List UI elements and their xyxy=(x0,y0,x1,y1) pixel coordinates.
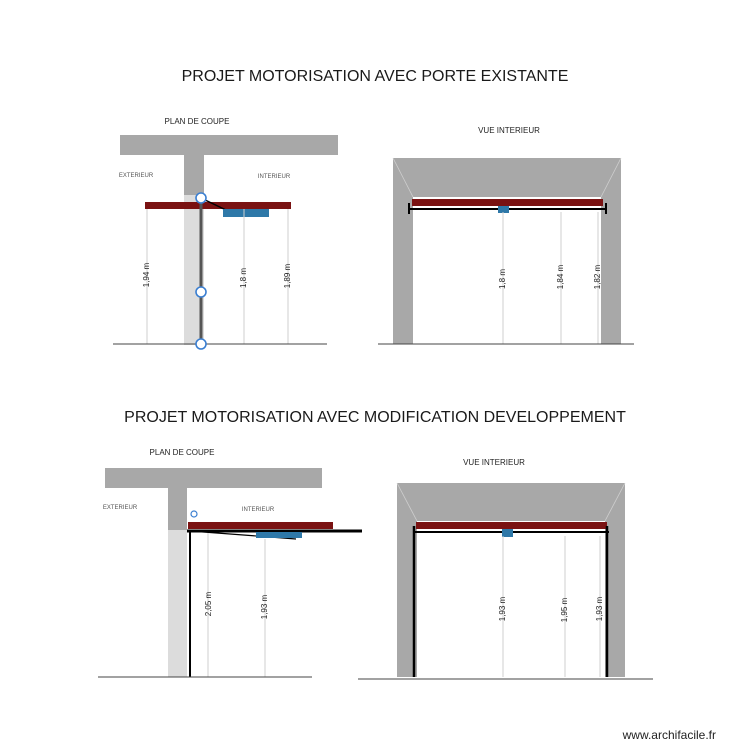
dimension-label: 1,8 m xyxy=(239,267,248,289)
motor-block xyxy=(223,209,269,217)
section-1-title: PROJET MOTORISATION AVEC PORTE EXISTANTE xyxy=(181,68,569,85)
opening-frame xyxy=(393,158,621,344)
section-1-vue xyxy=(378,126,634,344)
rail xyxy=(188,522,333,529)
coupe-label: PLAN DE COUPE xyxy=(149,448,215,457)
dimension-label: 1,82 m xyxy=(593,264,602,290)
rail xyxy=(416,522,607,529)
interieur-label: INTERIEUR xyxy=(241,507,275,513)
lintel-wall xyxy=(168,488,187,530)
dimension-label: 1,93 m xyxy=(595,596,604,622)
vue-label: VUE INTERIEUR xyxy=(463,458,525,467)
handle-ring[interactable] xyxy=(191,511,197,517)
interieur-label: INTERIEUR xyxy=(257,174,291,180)
watermark: www.archifacile.fr xyxy=(622,728,716,742)
dimension-label: 1,93 m xyxy=(498,596,507,622)
dimension-label: 1,8 m xyxy=(498,268,507,290)
section-1-coupe xyxy=(113,117,338,349)
opening-frame xyxy=(397,483,625,677)
dimension-label: 2,05 m xyxy=(204,591,213,617)
rail xyxy=(412,199,603,206)
coupe-label: PLAN DE COUPE xyxy=(164,117,230,126)
vue-label: VUE INTERIEUR xyxy=(478,126,540,135)
handle-ring[interactable] xyxy=(196,193,206,203)
ceiling-slab xyxy=(105,468,322,488)
dimension-label: 1,94 m xyxy=(142,262,151,288)
dimension-label: 1,95 m xyxy=(560,597,569,623)
handle-ring[interactable] xyxy=(196,339,206,349)
handle-ring[interactable] xyxy=(196,287,206,297)
section-2-vue xyxy=(358,458,653,679)
dimension-label: 1,89 m xyxy=(283,263,292,289)
section-2-title: PROJET MOTORISATION AVEC MODIFICATION DEVELOPPEMENT xyxy=(124,409,626,426)
section-2-coupe xyxy=(98,448,362,677)
exterieur-label: EXTERIEUR xyxy=(118,173,154,179)
dimension-label: 1,93 m xyxy=(260,594,269,620)
motor-block xyxy=(502,529,513,537)
dimension-label: 1,84 m xyxy=(556,264,565,290)
ceiling-slab xyxy=(120,135,338,155)
motor-block xyxy=(498,206,509,213)
lintel-wall xyxy=(184,155,204,195)
motor-block xyxy=(256,532,302,538)
exterieur-label: EXTERIEUR xyxy=(102,505,138,511)
